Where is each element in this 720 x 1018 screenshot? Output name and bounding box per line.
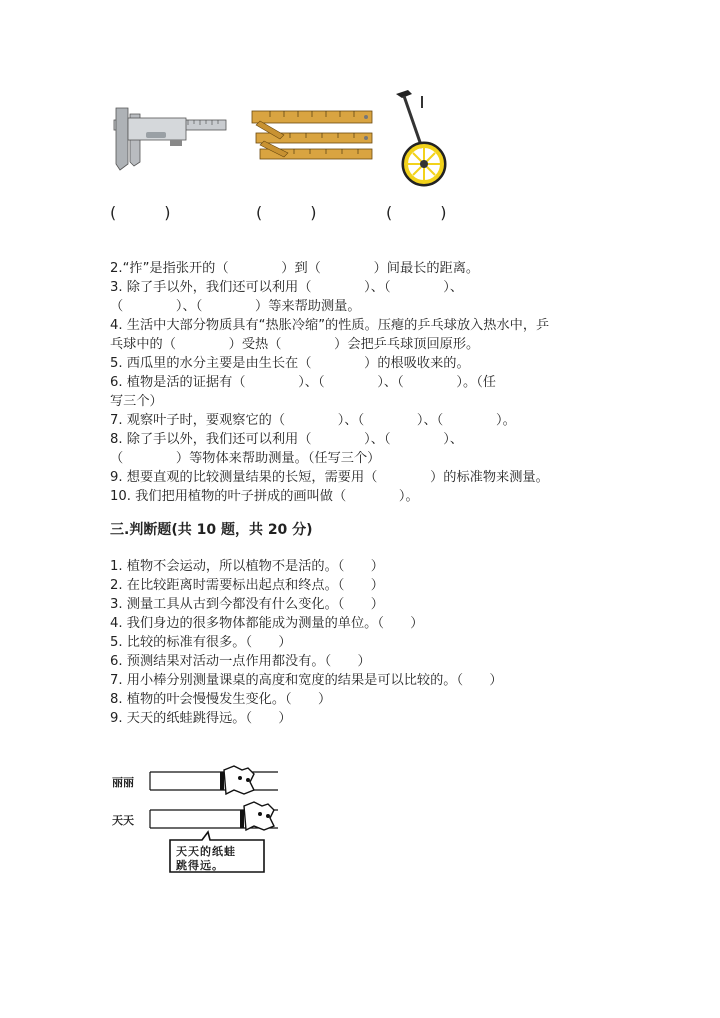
speech-bubble-line-2: 跳得远。 xyxy=(176,859,224,872)
fill-question-8-line1: 8. 除了手以外，我们还可以利用（ ）、（ ）、 xyxy=(110,432,464,447)
folding-ruler-image xyxy=(250,105,374,165)
judge-question-2: 2. 在比较距离时需要标出起点和终点。（ ） xyxy=(110,578,384,593)
tool-answer-blank-3[interactable]: ( ) xyxy=(386,203,447,222)
judge-question-5: 5. 比较的标准有很多。（ ） xyxy=(110,635,292,650)
fill-question-2: 2.“拃”是指张开的（ ）到（ ）间最长的距离。 xyxy=(110,261,480,276)
tool-answer-blank-1[interactable]: ( ) xyxy=(110,203,171,222)
section-heading: 三.判断题(共 10 题，共 20 分) xyxy=(110,522,313,538)
frog-label-lili: 丽丽 xyxy=(112,776,134,789)
tool-answer-blank-2[interactable]: ( ) xyxy=(256,203,317,222)
judge-question-7: 7. 用小棒分别测量课桌的高度和宽度的结果是可以比较的。（ ） xyxy=(110,673,503,688)
fill-question-8-line2: （ ）等物体来帮助测量。（任写三个） xyxy=(110,451,381,466)
vernier-caliper-image xyxy=(110,104,228,176)
judge-question-6: 6. 预测结果对活动一点作用都没有。（ ） xyxy=(110,654,371,669)
judge-question-4: 4. 我们身边的很多物体都能成为测量的单位。（ ） xyxy=(110,616,424,631)
judge-question-9: 9. 天天的纸蛙跳得远。（ ） xyxy=(110,711,292,726)
fill-question-7: 7. 观察叶子时，要观察它的（ ）、（ ）、（ ）。 xyxy=(110,413,516,428)
judge-question-1: 1. 植物不会运动，所以植物不是活的。（ ） xyxy=(110,559,384,574)
fill-question-4-line1: 4. 生活中大部分物质具有“热胀冷缩”的性质。压瘪的乒乓球放入热水中，乒 xyxy=(110,318,550,333)
fill-question-6-line1: 6. 植物是活的证据有（ ）、（ ）、（ ）。（任 xyxy=(110,375,496,390)
frog-jump-figure xyxy=(110,760,310,880)
speech-bubble-line-1: 天天的纸蛙 xyxy=(176,845,236,858)
fill-question-4-line2: 乓球中的（ ）受热（ ）会把乒乓球顶回原形。 xyxy=(110,337,480,352)
fill-question-3-line1: 3. 除了手以外，我们还可以利用（ ）、（ ）、 xyxy=(110,280,464,295)
fill-question-9: 9. 想要直观的比较测量结果的长短，需要用（ ）的标准物来测量。 xyxy=(110,470,549,485)
measuring-wheel-image xyxy=(392,88,452,190)
judge-question-8: 8. 植物的叶会慢慢发生变化。（ ） xyxy=(110,692,332,707)
fill-question-6-line2: 写三个） xyxy=(110,394,163,409)
judge-question-3: 3. 测量工具从古到今都没有什么变化。（ ） xyxy=(110,597,384,612)
fill-question-5: 5. 西瓜里的水分主要是由生长在（ ）的根吸收来的。 xyxy=(110,356,470,371)
fill-question-3-line2: （ ）、（ ）等来帮助测量。 xyxy=(110,299,361,314)
fill-question-10: 10. 我们把用植物的叶子拼成的画叫做（ ）。 xyxy=(110,489,419,504)
frog-label-tiantian: 天天 xyxy=(112,814,134,827)
